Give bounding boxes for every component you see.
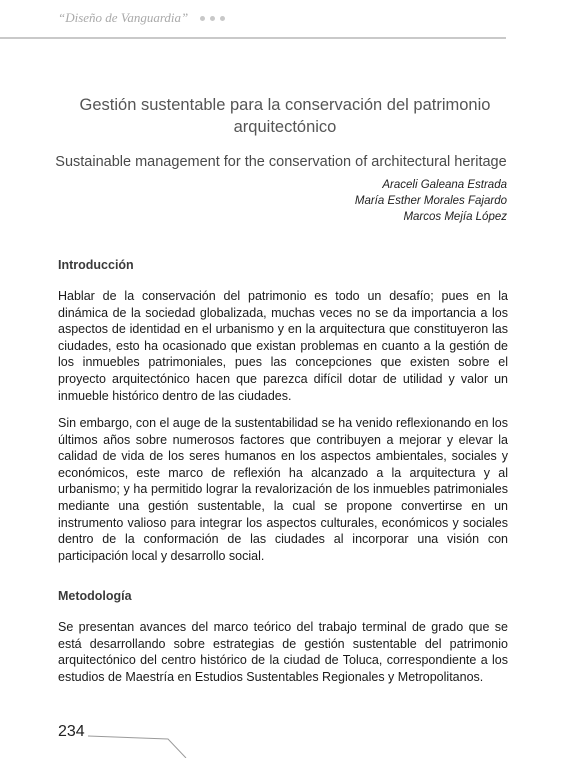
article-title: Gestión sustentable para la conservación del patrimonio arquitectónico xyxy=(79,96,491,136)
section-heading-metodologia: Metodología xyxy=(58,589,132,603)
page-number: 234 xyxy=(58,723,85,740)
body-paragraph: Sin embargo, con el auge de la sustentabilidad se ha venido reflexionando en los últimos años sobre numerosos factores que contribuyen a mejorar y elevar la calidad de vida de los seres humanos en los aspectos ambientales, sociales y económicos, este marco de reflexión ha alcanzado a la arquitectura y al urbanismo; y ha permitido lograr la revalorización de los inmuebles patrimoniales mediante una gestión sustentable, la cual se propone convertirse en un instrumento valioso para integrar los aspectos culturales, económicos y sociales dentro de la conformación de las ciudades al incorporar una visión con participación local y desarrollo social. xyxy=(58,416,508,563)
body-paragraph: Se presentan avances del marco teórico del trabajo terminal de grado que se está desarrollando sobre estrategias de gestión sustentable del patrimonio arquitectónico del centro histórico de la ciudad de Toluca, correspondiente a los estudios de Maestría en Estudios Sustentables Regionales y Metropolitanos. xyxy=(58,620,508,684)
section-heading-introduccion: Introducción xyxy=(58,258,134,272)
article-subtitle-en: Sustainable management for the conservation of architectural heritage xyxy=(55,154,507,170)
journal-title: “Diseño de Vanguardia” xyxy=(58,10,189,25)
author-name: Marcos Mejía López xyxy=(403,211,507,223)
author-name: María Esther Morales Fajardo xyxy=(354,195,507,207)
body-paragraph: Hablar de la conservación del patrimonio es todo un desafío; pues en la dinámica de la sociedad globalizada, muchas veces no se da importancia a los aspectos de identidad en el urbanismo y en la arquitectura que constituyeron las ciudades, esto ha ocasionado que existan problemas en cuanto a la gestión de los inmuebles patrimoniales, pues las concepciones que existen sobre el proyecto arquitectónico hacen que parezca difícil dotar de utilidad y valor un inmueble histórico dentro de las ciudades. xyxy=(58,289,508,403)
author-name: Araceli Galeana Estrada xyxy=(382,179,507,191)
